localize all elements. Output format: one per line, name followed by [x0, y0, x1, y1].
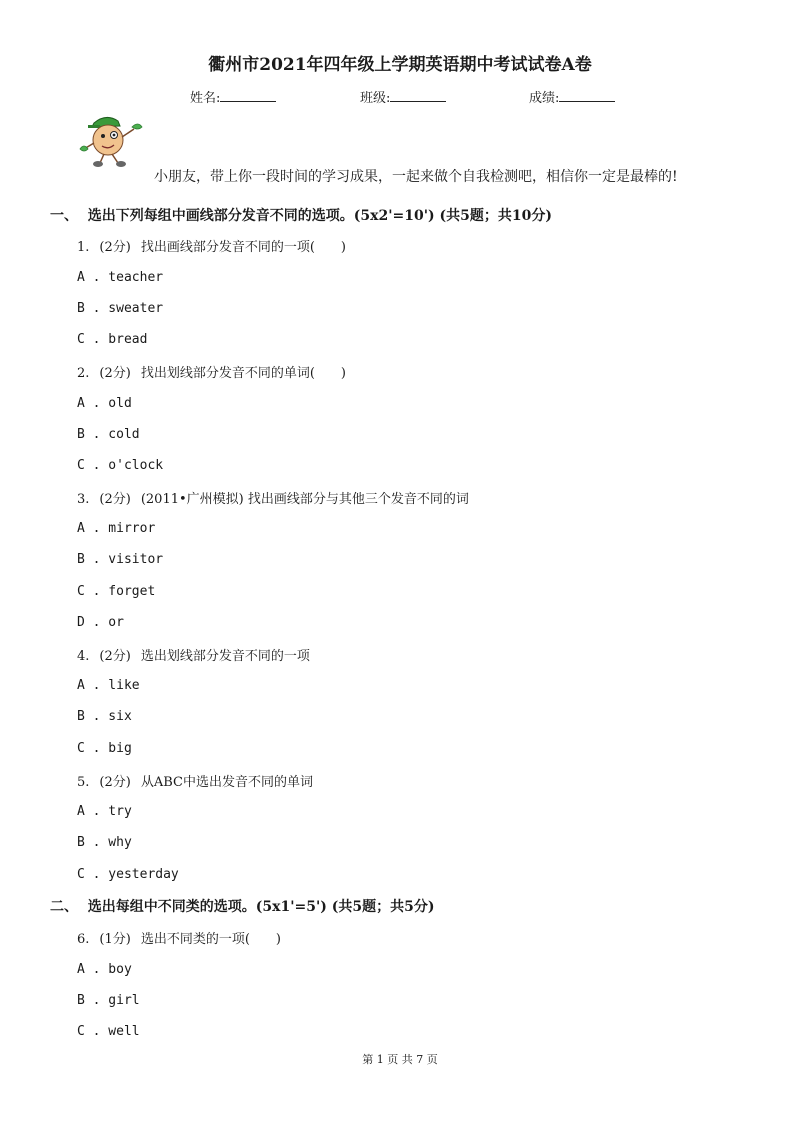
option: B . visitor — [77, 552, 164, 567]
name-label: 姓名: — [190, 91, 221, 106]
question — [77, 488, 469, 507]
option: C . forget — [77, 584, 156, 599]
question-text: 找出画线部分发音不同的一项( ) — [140, 240, 346, 255]
section-title: 选出每组中不同类的选项。(5x1'=5') (共5题；共5分) — [87, 899, 435, 915]
class-field — [360, 87, 446, 106]
option: A . teacher — [77, 270, 164, 285]
class-label: 班级: — [360, 91, 391, 106]
option: C . yesterday — [77, 867, 179, 882]
question-number: 6. — [77, 932, 90, 947]
question — [77, 645, 310, 664]
option: A . try — [77, 804, 132, 819]
name-field — [190, 87, 276, 106]
question-number: 1. — [77, 240, 90, 255]
option: A . mirror — [77, 521, 156, 536]
question-number: 3. — [77, 492, 90, 507]
option: B . why — [77, 835, 132, 850]
question-text: 找出划线部分发音不同的单词( ) — [140, 366, 346, 381]
section-heading — [50, 896, 434, 916]
option: C . well — [77, 1024, 140, 1039]
name-blank — [220, 89, 276, 102]
greeting-text: 小朋友，带上你一段时间的学习成果，一起来做个自我检测吧，相信你一定是最棒的! — [154, 169, 678, 185]
question-score: (1分) — [99, 932, 131, 947]
section-title: 选出下列每组中画线部分发音不同的选项。(5x2'=10') (共5题；共10分) — [87, 208, 552, 224]
option: B . cold — [77, 427, 140, 442]
question-text: 从ABC中选出发音不同的单词 — [140, 775, 313, 790]
option: A . old — [77, 396, 132, 411]
option: A . boy — [77, 962, 132, 977]
option: B . girl — [77, 993, 140, 1008]
score-field — [529, 87, 615, 106]
option: C . bread — [77, 332, 148, 347]
question-score: (2分) — [99, 492, 131, 507]
score-label: 成绩: — [529, 91, 560, 106]
question-score: (2分) — [99, 240, 131, 255]
question — [77, 928, 281, 947]
section-number: 一、 — [50, 208, 78, 224]
question — [77, 236, 346, 255]
option: A . like — [77, 678, 140, 693]
section-heading — [50, 205, 552, 225]
option: B . six — [77, 709, 132, 724]
class-blank — [390, 89, 446, 102]
section-number: 二、 — [50, 899, 78, 915]
question-number: 5. — [77, 775, 90, 790]
question-number: 2. — [77, 366, 90, 381]
question-score: (2分) — [99, 775, 131, 790]
score-blank — [559, 89, 615, 102]
question-text: (2011•广州模拟) 找出画线部分与其他三个发音不同的词 — [140, 492, 469, 507]
option: D . or — [77, 615, 124, 630]
question — [77, 771, 313, 790]
cartoon-boy-mascot-icon — [78, 113, 148, 169]
question-score: (2分) — [99, 649, 131, 664]
question-number: 4. — [77, 649, 90, 664]
question-text: 选出划线部分发音不同的一项 — [140, 649, 310, 664]
question — [77, 362, 346, 381]
option: C . big — [77, 741, 132, 756]
question-text: 选出不同类的一项( ) — [140, 932, 281, 947]
page-footer: 第 1 页 共 7 页 — [362, 1053, 438, 1066]
question-score: (2分) — [99, 366, 131, 381]
option: B . sweater — [77, 301, 164, 316]
page-title: 衢州市2021年四年级上学期英语期中考试试卷A卷 — [208, 55, 592, 75]
option: C . o'clock — [77, 458, 164, 473]
